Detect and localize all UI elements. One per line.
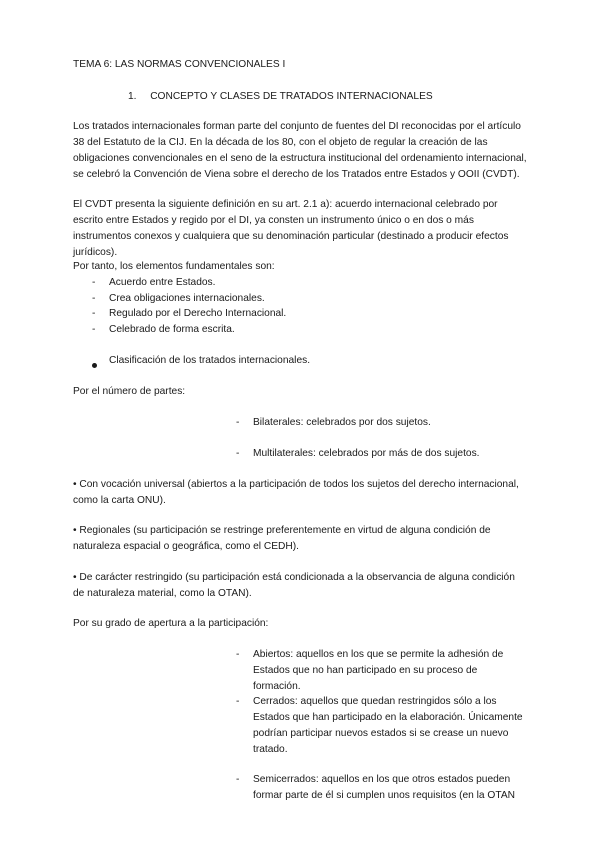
dash-marker: - (236, 448, 240, 459)
dash-marker: - (236, 696, 240, 707)
dash-marker: - (92, 293, 96, 304)
bullet-icon (92, 363, 97, 368)
paragraph-openness-intro: Por su grado de apertura a la participación: (73, 618, 269, 629)
dash-marker: - (92, 324, 96, 335)
paragraph-intro: Los tratados internacionales forman parte del conjunto de fuentes del DI reconocidas por el artículo 38 del Estatuto de la CIJ. En la década de los 80, con el objeto de regular la creación de las obligaciones convencionales en el seno de la estructura institucional del ordenamiento internacional, se celebró la Convención de Viena sobre el derecho de los Tratados entre Estados y OOII (CVDT). (73, 121, 527, 180)
document-title: TEMA 6: LAS NORMAS CONVENCIONALES I (73, 59, 286, 70)
section-title: CONCEPTO Y CLASES DE TRATADOS INTERNACIONALES (150, 91, 433, 102)
section-number: 1. (128, 91, 137, 102)
dash-marker: - (236, 649, 240, 660)
paragraph-elements-intro: Por tanto, los elementos fundamentales son: (73, 261, 275, 272)
dash-marker: - (92, 277, 96, 288)
section-heading (128, 89, 433, 105)
dash-marker: - (236, 417, 240, 428)
paragraph-universal: • Con vocación universal (abiertos a la participación de todos los sujetos del derecho internacional, como la carta ONU). (73, 479, 519, 506)
dash-marker: - (236, 774, 240, 785)
dash-marker: - (92, 308, 96, 319)
paragraph-parties-intro: Por el número de partes: (73, 386, 186, 397)
document-page: TEMA 6: LAS NORMAS CONVENCIONALES I 1. CONCEPTO Y CLASES DE TRATADOS INTERNACIONALES Los tratados internacionales forman parte del conjunto de fuentes del DI reconocidas por el artículo 38 del Estatuto de la CIJ. En la década de los 80, con el objeto de regular la creación de las obligaciones convencionales en el seno de la estructura institucional del ordenamiento internacional, se celebró la Convención de Viena sobre el derecho de los Tratados entre Estados y OOII (CVDT). El CVDT presenta la siguiente definición en su art. 2.1 a): acuerdo internacional celebrado por escrito entre Estados y regido por el DI, ya consten un instrumento único o en dos o más instrumentos conexos y cualquiera que su denominación particular (destinado a producir efectos jurídicos). Por tanto, los elementos fundamentales son: - Acuerdo entre Estados. - Crea obligaciones internacionales. - Regulado por el Derecho Internacional. - Celebrado de forma escrita. Clasificación de los tratados internacionales. Por el número de partes: - Bilaterales: celebrados por dos sujetos. - Multilaterales: celebrados por más de dos sujetos. • Con vocación universal (abiertos a la participación de todos los sujetos del derecho internacional, como la carta ONU). • Regionales (su participación se restringe preferentemente en virtud de alguna condición de naturaleza espacial o geográfica, como el CEDH). • De carácter restringido (su participación está condicionada a la observancia de alguna condición de naturaleza material, como la OTAN). Por su grado de apertura a la participación: - Abiertos: aquellos en los que se permite la adhesión de Estados que no han participado en su proceso de formación. - Cerrados: aquellos que quedan restringidos sólo a los Estados que han participado en la elaboración. Únicamente podrían participar nuevos estados si se crease un nuevo tratado. - Semicerrados: aquellos en los que otros estados pueden formar parte de él si cumplen unos requisitos (en la OTAN (73, 59, 527, 801)
paragraph-definition: El CVDT presenta la siguiente definición en su art. 2.1 a): acuerdo internacional celebrado por escrito entre Estados y regido por el DI, ya consten un instrumento único o en dos o más instrumentos conexos y cualquiera que su denominación particular (destinado a producir efectos jurídicos). (73, 199, 509, 258)
paragraph-restricted: • De carácter restringido (su participación está condicionada a la observancia de alguna condición de naturaleza material, como la OTAN). (73, 572, 515, 599)
paragraph-regional: • Regionales (su participación se restringe preferentemente en virtud de alguna condición de naturaleza espacial o geográfica, como el CEDH). (73, 525, 491, 552)
